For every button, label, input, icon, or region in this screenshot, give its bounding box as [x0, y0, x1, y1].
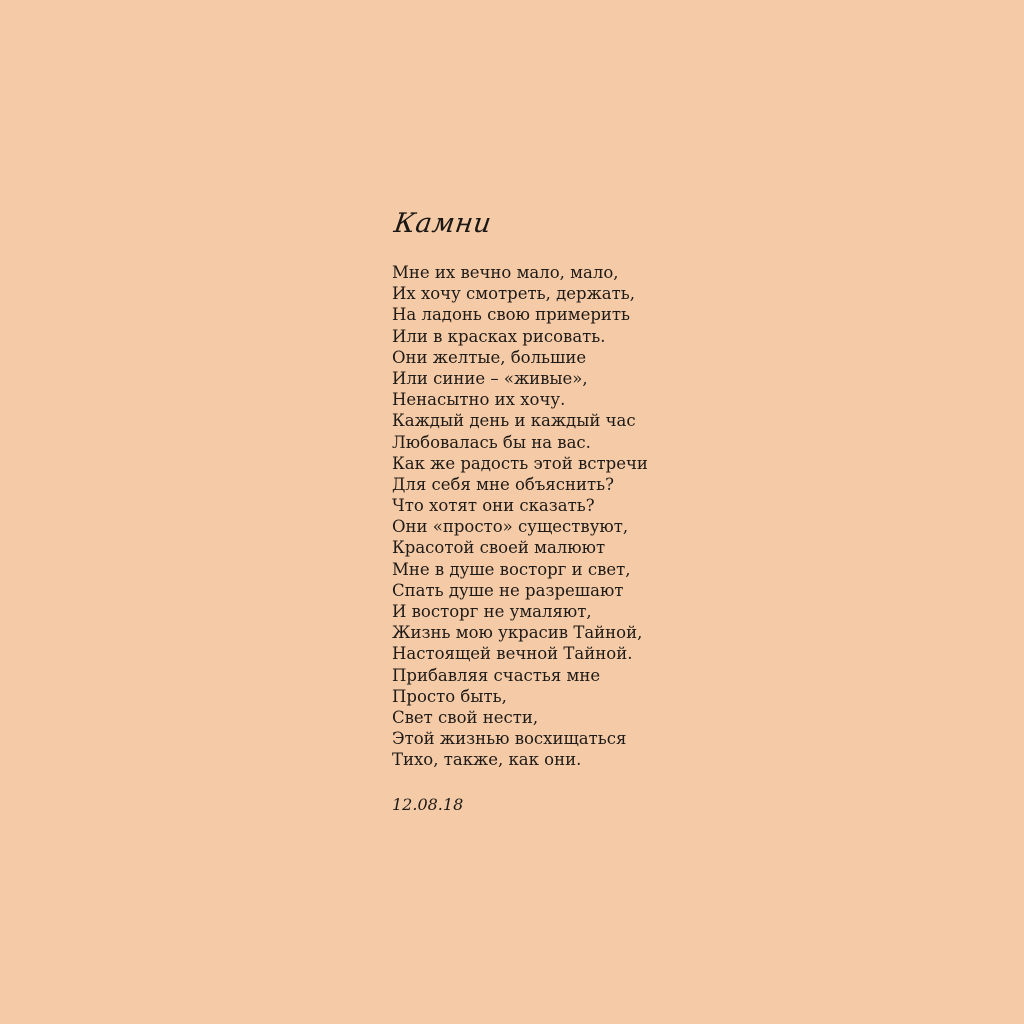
poem-line: На ладонь свою примерить	[392, 305, 631, 325]
poem-line: Настоящей вечной Тайной.	[392, 644, 633, 664]
poem-line: Тихо, также, как они.	[392, 750, 582, 770]
poem-line: Что хотят они сказать?	[392, 496, 595, 516]
poem-line: Мне их вечно мало, мало,	[392, 263, 619, 282]
poem-line: Любовалась бы на вас.	[392, 432, 591, 452]
poem-line: Свет свой нести,	[392, 707, 539, 727]
poem-line: Прибавляя счастья мне	[392, 665, 601, 685]
poem-line: Они «просто» существуют,	[392, 517, 629, 537]
poem-line: Просто быть,	[392, 686, 507, 706]
poem-line: Красотой своей малюют	[392, 538, 606, 558]
poem-lines	[392, 262, 832, 771]
poem-line: Или в красках рисовать.	[392, 326, 606, 346]
poem-block	[392, 208, 832, 815]
poem-title: Камни	[392, 208, 494, 239]
poem-line: Спать душе не разрешают	[392, 580, 624, 600]
poem-line: Они желтые, большие	[392, 347, 587, 367]
poem-line: И восторг не умаляют,	[392, 602, 592, 621]
poem-line: Ненасытно их хочу.	[392, 390, 566, 410]
poem-line: Как же радость этой встречи	[392, 453, 648, 473]
poem-line: Жизнь мою украсив Тайной,	[392, 623, 643, 643]
poem-line: Каждый день и каждый час	[392, 411, 636, 431]
poem-line: Этой жизнью восхищаться	[392, 729, 627, 749]
poem-date: 12.08.18	[392, 794, 464, 814]
poem-line: Или синие – «живые»,	[392, 368, 588, 388]
poem-line: Для себя мне объяснить?	[392, 474, 614, 494]
poem-line: Мне в душе восторг и свет,	[392, 559, 631, 579]
poem-line: Их хочу смотреть, держать,	[392, 284, 635, 304]
